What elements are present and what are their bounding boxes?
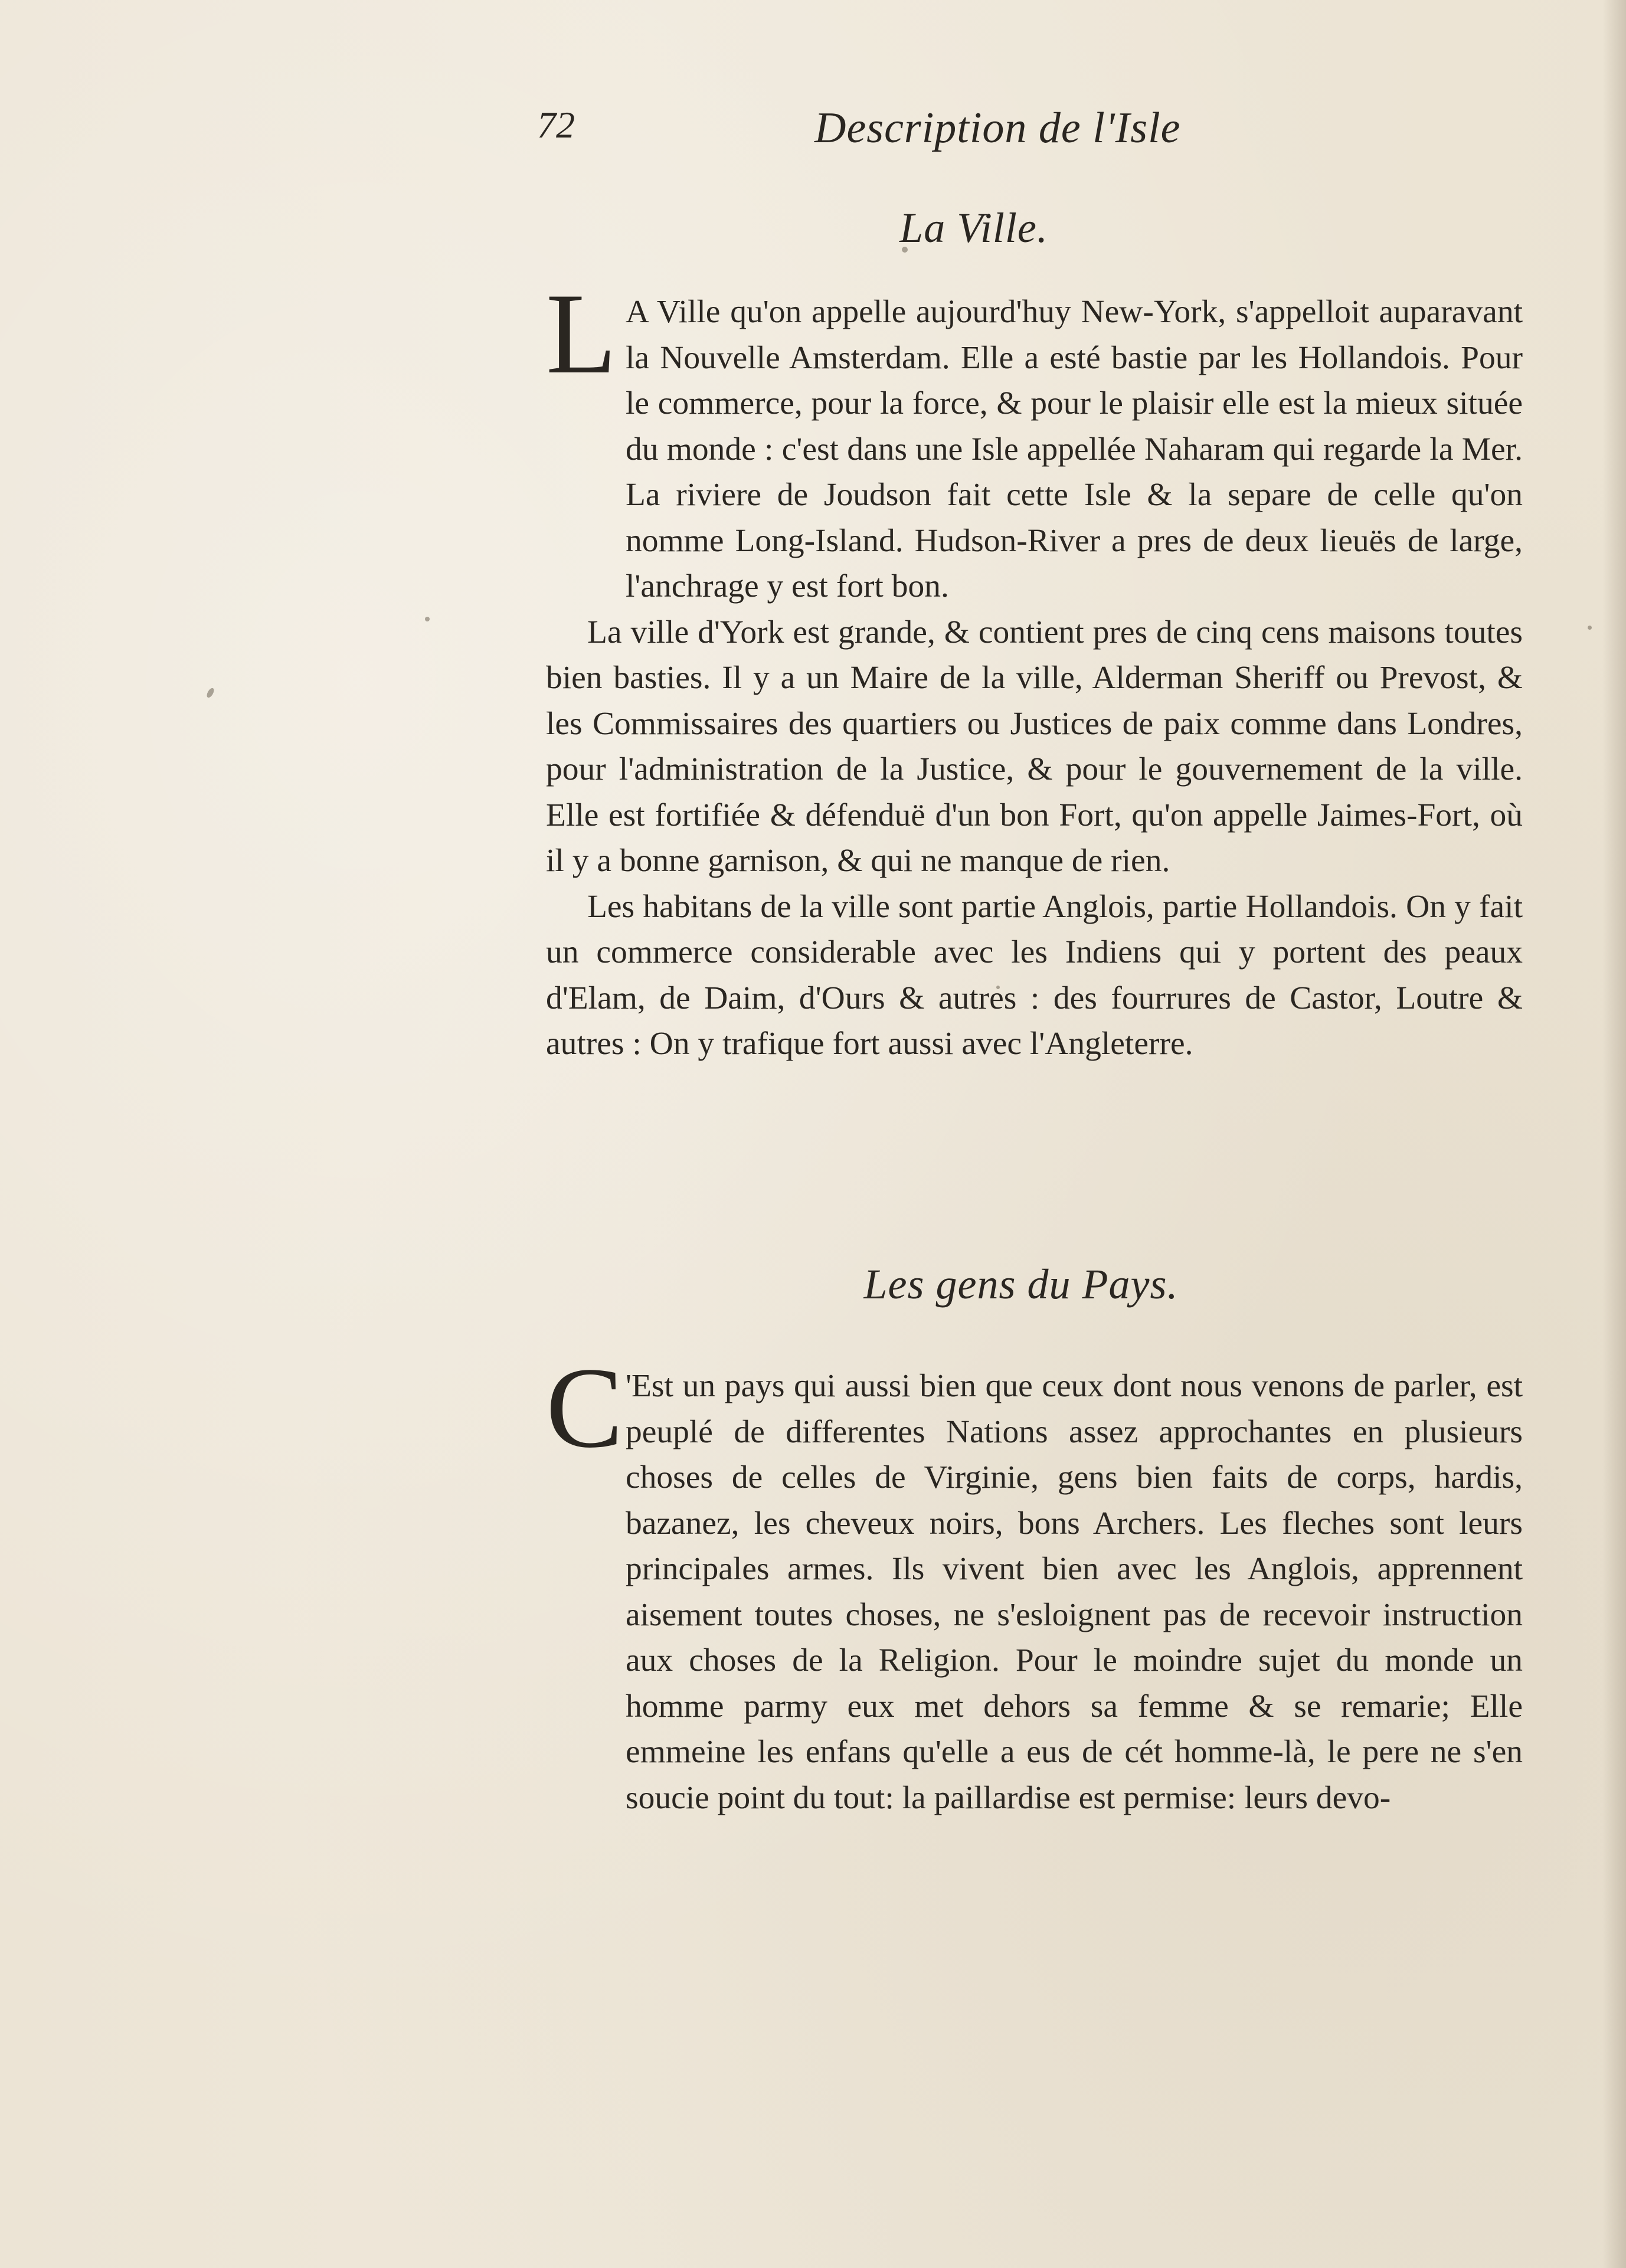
- section-heading: La Ville.: [899, 204, 1048, 251]
- page-number: 72: [537, 104, 575, 146]
- drop-cap: L: [546, 270, 617, 398]
- running-head-title: Description de l'Isle: [814, 104, 1181, 152]
- paragraph-text: A Ville qu'on appelle aujourd'huy New-York, s'appelloit auparavant la Nouvelle Amsterdam. Elle a esté bastie par les Hollandois. Pour le commerce, pour la force, & pour le plaisir elle est la mieux située du monde : c'est dans une Isle appellée Naharam qui regarde la Mer. La riviere de Joudson fait cette Isle & la separe de celle qu'on nomme Long-Island. Hudson-River a pres de deux lieuës de large, l'anchrage y est fort bon.: [626, 294, 1523, 604]
- section-body: [546, 1344, 1523, 1821]
- paragraph-text: 'Est un pays qui aussi bien que ceux dont nous venons de parler, est peuplé de differentes Nations assez approchantes en plusieurs choses de celles de Virginie, gens bien faits de corps, hardis, bazanez, les cheveux noirs, bons Archers. Les fleches sont leurs principales armes. Ils vivent bien avec les Anglois, apprennent aisement toutes choses, ne s'esloignent pas de recevoir instruction aux choses de la Religion. Pour le moindre sujet du monde un homme parmy eux met dehors sa femme & se remarie; Elle emmeine les enfans qu'elle a eus de cét homme-là, le pere ne s'en soucie point du tout: la paillardise est permise: leurs devo-: [626, 1368, 1523, 1816]
- running-header: [537, 103, 1529, 168]
- paragraph: Les habitans de la ville sont partie Anglois, partie Hollandois. On y fait un commerce considerable avec les Indiens qui y portent des peaux d'Elam, de Daim, d'Ours & autres : des fourrures de Castor, Loutre & autres : On y trafique fort aussi avec l'Angleterre.: [546, 888, 1523, 1062]
- paragraph: [546, 1344, 1523, 1821]
- page-edge-shadow: [1602, 0, 1626, 2268]
- paragraph: La ville d'York est grande, & contient pres de cinq cens maisons toutes bien basties. Il y a un Maire de la ville, Alderman Sheriff ou Prevost, & les Commissaires des quartiers ou Justices de paix comme dans Londres, pour l'administration de la Justice, & pour le gouvernement de la ville. Elle est fortifiée & défenduë d'un bon Fort, qu'on appelle Jaimes-Fort, où il y a bonne garnison, & qui ne manque de rien.: [546, 614, 1523, 879]
- drop-cap: C: [546, 1344, 623, 1472]
- section-body: [546, 270, 1523, 1067]
- paragraph: [546, 270, 1523, 610]
- section-heading: Les gens du Pays.: [863, 1261, 1179, 1308]
